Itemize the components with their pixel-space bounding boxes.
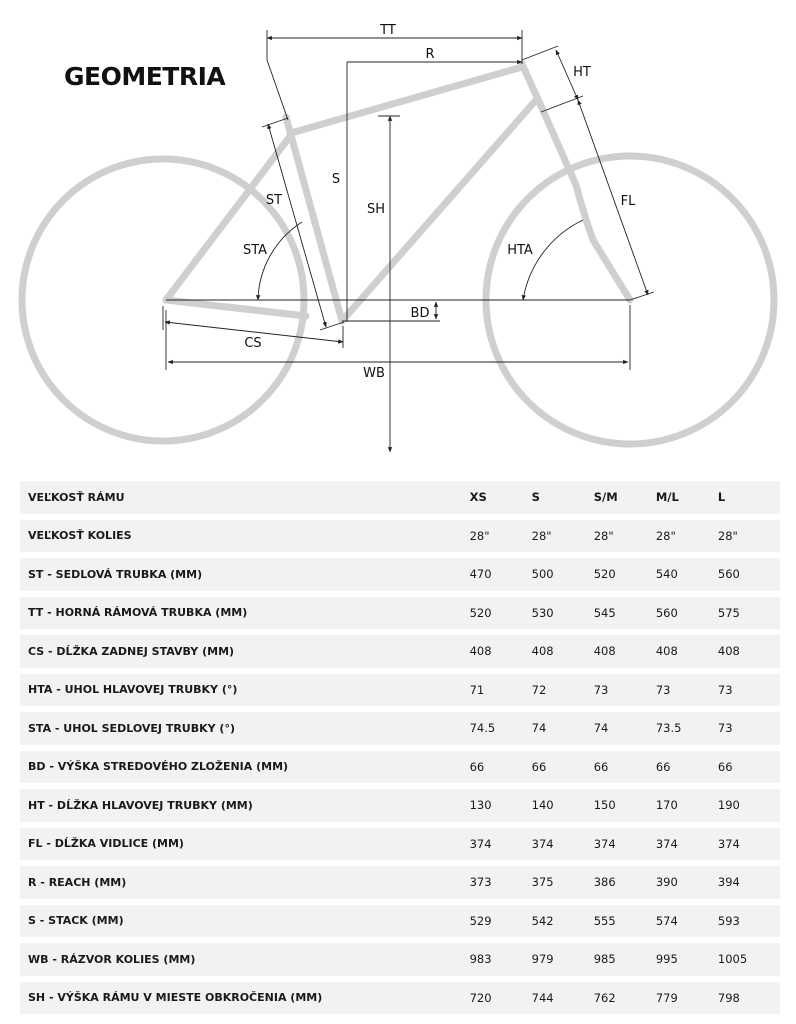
label-fl: FL [620,194,636,209]
row-label: HTA - UHOL HLAVOVEJ TRUBKY (°) [20,674,470,707]
row-value: 28" [470,520,532,553]
top-tube [291,67,522,133]
head-tube [522,64,541,106]
row-value: 374 [594,828,656,861]
row-value: 762 [594,982,656,1015]
page-title: GEOMETRIA [64,62,226,91]
row-value: 408 [656,635,718,668]
row-value: 529 [470,905,532,938]
row-value: 150 [594,789,656,822]
row-value: 190 [718,789,780,822]
row-value: 979 [532,943,594,976]
row-value: 374 [470,828,532,861]
row-value: 408 [718,635,780,668]
row-value: 394 [718,866,780,899]
row-value: 545 [594,597,656,630]
label-st: ST [265,193,283,208]
row-label: WB - RÁZVOR KOLIES (MM) [20,943,470,976]
table-row [20,866,780,899]
row-label: HT - DĹŽKA HLAVOVEJ TRUBKY (MM) [20,789,470,822]
row-value: 375 [532,866,594,899]
row-value: 520 [594,558,656,591]
row-value: 73 [594,674,656,707]
table-row [20,635,780,668]
header-label: VEĽKOSŤ RÁMU [20,481,470,514]
row-value: 74 [532,712,594,745]
row-value: 66 [594,751,656,784]
row-value: 73 [656,674,718,707]
row-value: 140 [532,789,594,822]
row-value: 374 [718,828,780,861]
row-value: 593 [718,905,780,938]
row-value: 470 [470,558,532,591]
row-value: 560 [656,597,718,630]
row-value: 28" [532,520,594,553]
row-label: R - REACH (MM) [20,866,470,899]
header-size: S/M [594,481,656,514]
row-value: 390 [656,866,718,899]
row-label: S - STACK (MM) [20,905,470,938]
header-size: M/L [656,481,718,514]
row-value: 28" [718,520,780,553]
row-value: 1005 [718,943,780,976]
row-value: 170 [656,789,718,822]
row-label: ST - SEDLOVÁ TRUBKA (MM) [20,558,470,591]
row-value: 540 [656,558,718,591]
row-label: VEĽKOSŤ KOLIES [20,520,470,553]
row-value: 71 [470,674,532,707]
row-value: 66 [470,751,532,784]
row-value: 530 [532,597,594,630]
row-value: 28" [594,520,656,553]
row-label: SH - VÝŠKA RÁMU V MIESTE OBKROČENIA (MM) [20,982,470,1015]
row-value: 73.5 [656,712,718,745]
row-label: FL - DĹŽKA VIDLICE (MM) [20,828,470,861]
label-r: R [425,47,435,62]
bike-geometry-diagram [0,0,796,470]
table-row [20,520,780,553]
row-value: 386 [594,866,656,899]
fork [541,106,630,300]
row-value: 74.5 [470,712,532,745]
row-value: 66 [718,751,780,784]
row-label: TT - HORNÁ RÁMOVÁ TRUBKA (MM) [20,597,470,630]
bike-frame [166,64,630,321]
label-wb: WB [363,366,385,381]
table-row [20,828,780,861]
row-value: 995 [656,943,718,976]
row-value: 374 [656,828,718,861]
row-value: 720 [470,982,532,1015]
seat-tube [286,117,342,321]
row-value: 542 [532,905,594,938]
row-value: 373 [470,866,532,899]
row-value: 408 [594,635,656,668]
label-cs: CS [244,336,262,351]
label-ht: HT [573,65,591,80]
label-hta: HTA [507,243,533,258]
row-value: 130 [470,789,532,822]
row-value: 560 [718,558,780,591]
row-value: 28" [656,520,718,553]
table-row [20,712,780,745]
row-value: 72 [532,674,594,707]
table-row [20,751,780,784]
table-row [20,558,780,591]
row-value: 408 [470,635,532,668]
table-row [20,943,780,976]
label-tt: TT [380,23,396,38]
row-value: 520 [470,597,532,630]
table-row [20,674,780,707]
table-row [20,597,780,630]
row-value: 985 [594,943,656,976]
row-value: 66 [532,751,594,784]
row-value: 575 [718,597,780,630]
geometry-table [20,475,780,1020]
row-label: BD - VÝŠKA STREDOVÉHO ZLOŽENIA (MM) [20,751,470,784]
row-value: 983 [470,943,532,976]
table-row [20,905,780,938]
row-label: CS - DĹŽKA ZADNEJ STAVBY (MM) [20,635,470,668]
table-header-row [20,481,780,514]
chain-stay [166,300,306,316]
row-value: 408 [532,635,594,668]
label-bd: BD [410,306,430,321]
row-value: 574 [656,905,718,938]
geometry-table-body [20,481,780,1014]
row-value: 73 [718,674,780,707]
row-value: 73 [718,712,780,745]
row-value: 500 [532,558,594,591]
table-row [20,982,780,1015]
table-row [20,789,780,822]
header-size: S [532,481,594,514]
row-value: 555 [594,905,656,938]
header-size: L [718,481,780,514]
row-value: 66 [656,751,718,784]
header-size: XS [470,481,532,514]
label-sta: STA [242,243,268,258]
row-value: 374 [532,828,594,861]
label-s: S [331,172,341,187]
row-value: 779 [656,982,718,1015]
row-value: 798 [718,982,780,1015]
row-value: 744 [532,982,594,1015]
row-value: 74 [594,712,656,745]
label-sh: SH [366,202,386,217]
row-label: STA - UHOL SEDLOVEJ TRUBKY (°) [20,712,470,745]
